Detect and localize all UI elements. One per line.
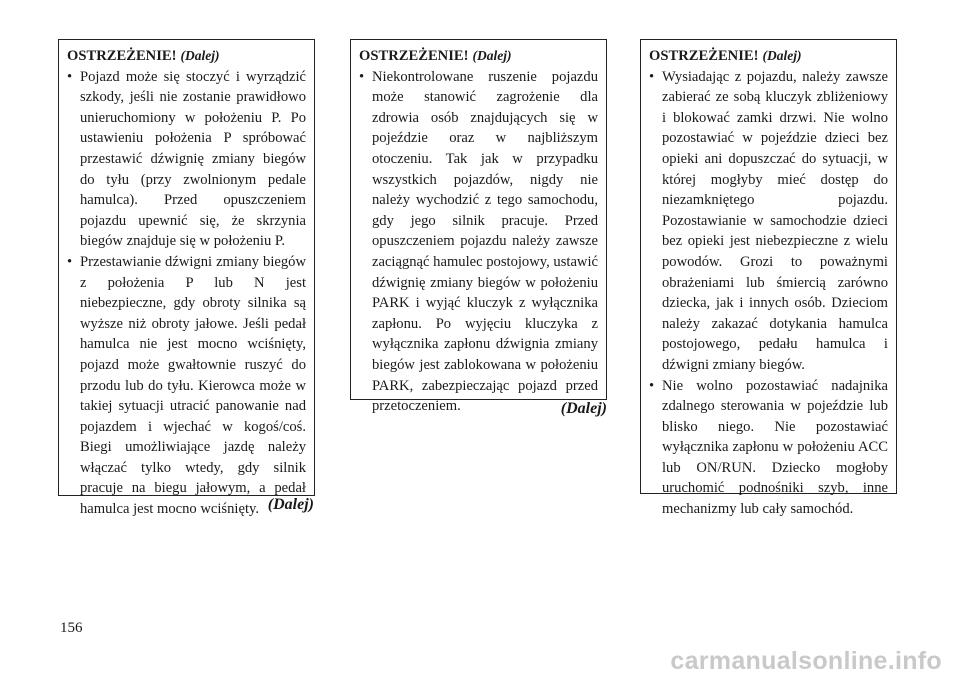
continued-footer: (Dalej) [267,496,314,513]
warning-heading [649,46,888,67]
continued-footer: (Dalej) [560,400,607,417]
warning-title: OSTRZEŻENIE! [67,48,177,64]
warning-item: • Niekontrolowane ruszenie pojazdu może stanowić zagrożenie dla zdrowia osób znajdujących się w pojeździe oraz w najbliższym otoczeniu. Tak jak w przypadku wszystkich pojazdów, nigdy nie należy wychodzić z tego samochodu, gdy jego silnik pracuje. Przed opuszczeniem pojazdu należy zawsze zaciągnąć hamulec postojowy, ustawić dźwignię zmiany biegów w położeniu PARK i wyjąć kluczyk z wyłącznika zapłonu. Po wyjęciu kluczyka z wyłącznika zapłonu dźwignia zmiany biegów jest zablokowana w położeniu PARK, zabezpieczając pojazd przed przetoczeniem. [359,67,598,417]
warning-item: • Przestawianie dźwigni zmiany biegów z położenia P lub N jest niebezpieczne, gdy obroty silnika są wyższe niż obroty jałowe. Jeśli pedał hamulca nie jest mocno wciśnięty, pojazd może gwałtownie ruszyć do przodu lub do tyłu. Kierowca może w takiej sytuacji utracić panowanie nad pojazdem i wjechać w kogoś/coś. Biegi umożliwiające jazdę należy włączać tylko wtedy, gdy silnik pracuje na biegu jałowym, a pedał hamulca jest mocno wciśnięty. [67,252,306,520]
warning-list [67,67,306,520]
warning-box-1 [58,39,315,518]
continued-label: (Dalej) [472,48,512,63]
warning-box-3 [640,39,897,518]
warning-list [649,67,888,520]
continued-label: (Dalej) [180,48,220,63]
warning-item: • Wysiadając z pojazdu, należy zawsze zabierać ze sobą kluczyk zbliżeniowy i blokować zamki drzwi. Nie wolno pozostawiać w pojeździe dzieci bez opieki ani dopuszczać do sytuacji, w której mogłyby mieć dostęp do niezamkniętego pojazdu. Pozostawianie w samochodzie dzieci bez opieki jest niebezpieczne z wielu powodów. Grozi to poważnymi obrażeniami lub śmiercią zarówno dziecka, jak i innych osób. Dzieciom należy zakazać dotykania hamulca postojowego, pedału hamulca i dźwigni zmiany biegów. [649,67,888,376]
warning-list [359,67,598,417]
warning-item: • Nie wolno pozostawiać nadajnika zdalnego sterowania w pojeździe lub blisko niego. Nie pozostawiać wyłącznika zapłonu w położeniu ACC lub ON/RUN. Dziecko mogłoby uruchomić podnośniki szyb, inne mechanizmy lub cały samochód. [649,376,888,520]
warning-title: OSTRZEŻENIE! [359,48,469,64]
watermark: carmanualsonline.info [670,647,942,675]
warning-heading [67,46,306,67]
warning-heading [359,46,598,67]
page-number: 156 [60,620,83,636]
continued-label: (Dalej) [762,48,802,63]
warning-box-2 [350,39,607,415]
warning-item: • Pojazd może się stoczyć i wyrządzić szkody, jeśli nie zostanie prawidłowo unieruchomiony w położeniu P. Po ustawieniu położenia P spróbować przestawić dźwignię zmiany biegów do tyłu (przy zwolnionym pedale hamulca). Przed opuszczeniem pojazdu upewnić się, że skrzynia biegów znajduje się w położeniu P. [67,67,306,252]
warning-title: OSTRZEŻENIE! [649,48,759,64]
